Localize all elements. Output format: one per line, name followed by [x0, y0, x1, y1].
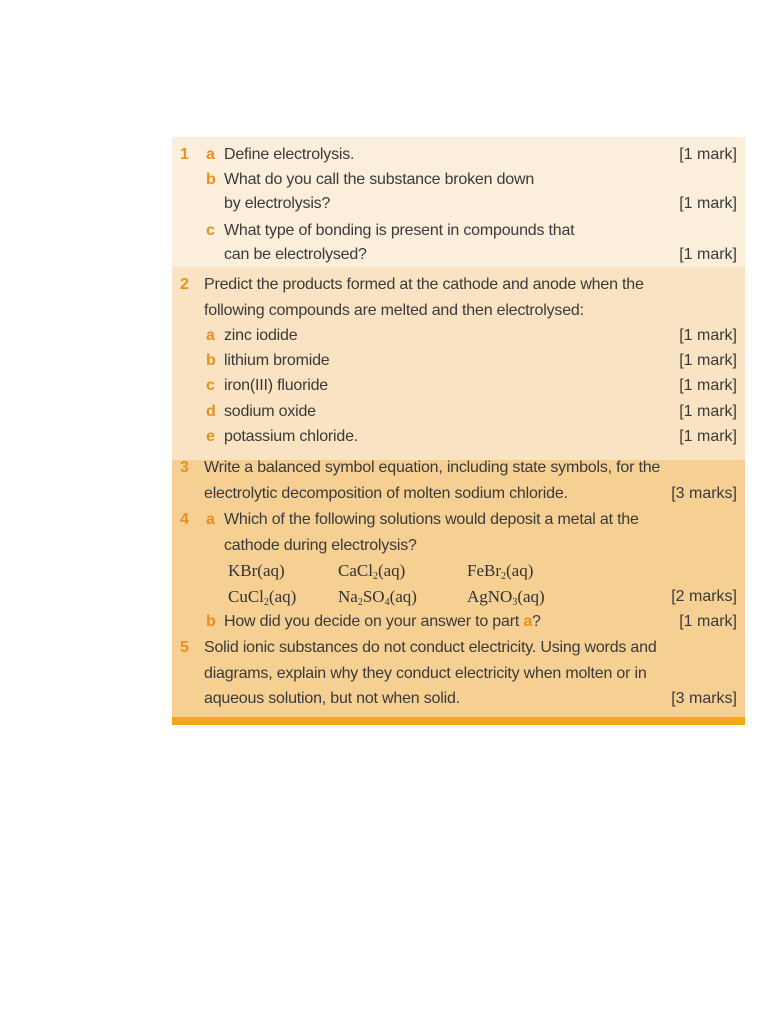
question-text: zinc iodide [224, 327, 298, 344]
part-label: a [206, 511, 215, 528]
part-reference: a [523, 613, 533, 630]
question-text: iron(III) fluoride [224, 377, 328, 394]
mark-allocation: [3 marks] [671, 485, 737, 502]
mark-allocation: [1 mark] [679, 195, 737, 212]
formula-na2so4: $Na_2SO_4(aq)$ [338, 587, 417, 608]
formula-cucl2: CuCl$_2$(aq) [228, 587, 297, 608]
mark-allocation: [1 mark] [679, 327, 737, 344]
part-label: b [206, 352, 216, 369]
part-label: c [206, 222, 215, 239]
question-text: lithium bromide [224, 352, 330, 369]
part-label: c [206, 377, 215, 394]
question-text: can be electrolysed? [224, 246, 367, 263]
part-label: a [206, 327, 215, 344]
mark-allocation: [1 mark] [679, 377, 737, 394]
mark-allocation: [1 mark] [679, 613, 737, 630]
bottom-rule [172, 717, 745, 725]
mark-allocation: [1 mark] [679, 246, 737, 263]
question-text: cathode during electrolysis? [224, 537, 417, 554]
questions-panel [172, 137, 745, 725]
mark-allocation: [3 marks] [671, 690, 737, 707]
question-text: aqueous solution, but not when solid. [204, 690, 460, 707]
formula-kbr: KBr(aq) [228, 561, 285, 580]
question-text: Solid ionic substances do not conduct electricity. Using words and [204, 639, 657, 656]
part-label: b [206, 613, 216, 630]
question-text: Define electrolysis. [224, 146, 355, 163]
question-text: Predict the products formed at the cathode and anode when the [204, 276, 644, 293]
question-text: How did you decide on your answer to part a? [224, 613, 541, 630]
formula-febr2: FeBr$_2$(aq) [467, 561, 534, 582]
part-label: a [206, 146, 215, 163]
part-label: d [206, 403, 216, 420]
question-text: What type of bonding is present in compounds that [224, 222, 575, 239]
mark-allocation: [1 mark] [679, 428, 737, 445]
question-number-1: 1 [180, 146, 189, 163]
part-label: b [206, 171, 216, 188]
question-text: diagrams, explain why they conduct electricity when molten or in [204, 665, 647, 682]
question-text: following compounds are melted and then electrolysed: [204, 302, 584, 319]
formula-cacl2: CaCl$_2$(aq) [338, 561, 406, 582]
mark-allocation: [1 mark] [679, 403, 737, 420]
question-number-3: 3 [180, 459, 189, 476]
mark-allocation: [1 mark] [679, 146, 737, 163]
question-text: potassium chloride. [224, 428, 359, 445]
question-text: electrolytic decomposition of molten sodium chloride. [204, 485, 568, 502]
part-label: e [206, 428, 215, 445]
question-text: Write a balanced symbol equation, including state symbols, for the [204, 459, 661, 476]
formula-agno3: AgNO$_3$(aq) [467, 587, 545, 608]
question-text: What do you call the substance broken down [224, 171, 535, 188]
mark-allocation: [1 mark] [679, 352, 737, 369]
question-text: sodium oxide [224, 403, 316, 420]
question-number-2: 2 [180, 276, 189, 293]
question-number-5: 5 [180, 639, 189, 656]
question-text: by electrolysis? [224, 195, 331, 212]
question-text: Which of the following solutions would deposit a metal at the [224, 511, 639, 528]
mark-allocation: [2 marks] [671, 588, 737, 605]
question-number-4: 4 [180, 511, 189, 528]
